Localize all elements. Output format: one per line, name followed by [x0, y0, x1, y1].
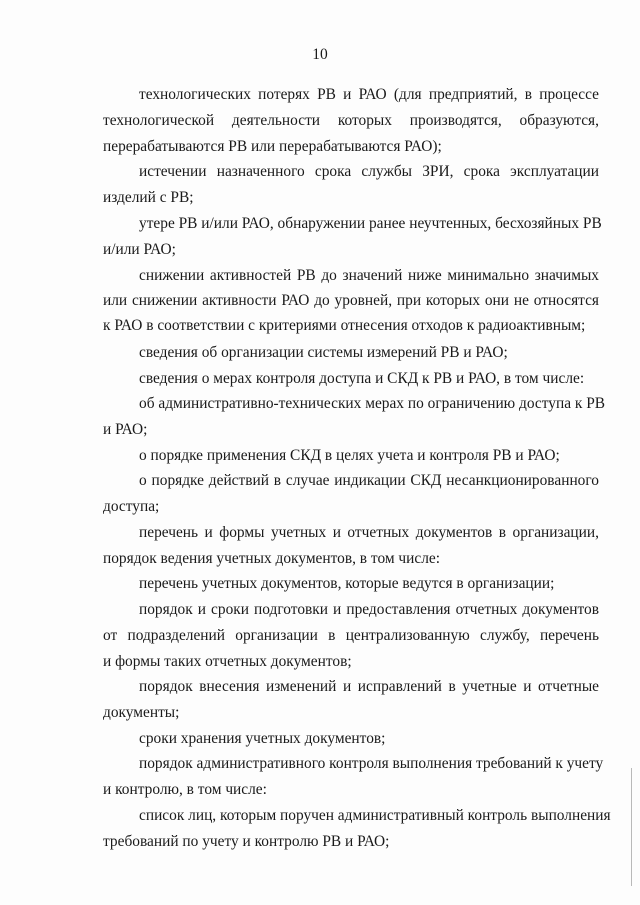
text-line: перечень и формы учетных и отчетных документов в организации, [139, 524, 599, 541]
text-line: технологической деятельности которых производятся, образуются, [103, 112, 599, 129]
text-line: снижении активностей РВ до значений ниже минимально значимых [139, 267, 599, 284]
text-line: список лиц, которым поручен административный контроль выполнения [139, 807, 611, 824]
text-line: изделий с РВ; [103, 189, 194, 206]
text-line: требований по учету и контролю РВ и РАО; [103, 833, 390, 850]
text-line: сведения об организации системы измерений РВ и РАО; [139, 344, 508, 361]
text-line: порядок внесения изменений и исправлений в учетные и отчетные [139, 678, 599, 695]
text-line: о порядке действий в случае индикации СКД несанкционированного [139, 472, 599, 489]
text-line: перечень учетных документов, которые ведутся в организации; [139, 575, 555, 592]
text-line: порядок и сроки подготовки и предоставления отчетных документов [139, 601, 599, 618]
text-line: перерабатываются РВ или перерабатываются РАО); [103, 138, 442, 155]
text-line: или снижении активности РАО до уровней, при которых они не относятся [103, 292, 599, 309]
text-line: технологических потерях РВ и РАО (для предприятий, в процессе [139, 86, 599, 103]
text-line: об административно-технических мерах по ограничению доступа к РВ [139, 395, 606, 412]
page-number: 10 [312, 46, 328, 63]
text-line: о порядке применения СКД в целях учета и контроля РВ и РАО; [139, 447, 560, 464]
text-line: порядок административного контроля выполнения требований к учету [139, 755, 604, 772]
text-line: и/или РАО; [103, 241, 176, 258]
text-line: и формы таких отчетных документов; [103, 653, 352, 670]
text-line: сведения о мерах контроля доступа и СКД к РВ и РАО, в том числе: [139, 370, 585, 387]
text-line: и контролю, в том числе: [103, 781, 267, 798]
text-line: от подразделений организации в централизованную службу, перечень [103, 627, 599, 644]
text-line: доступа; [103, 498, 160, 515]
text-line: сроки хранения учетных документов; [139, 730, 386, 747]
text-line: утере РВ и/или РАО, обнаружении ранее неучтенных, бесхозяйных РВ [139, 215, 602, 232]
text-line: к РАО в соответствии с критериями отнесения отходов к радиоактивным; [103, 317, 586, 334]
text-line: документы; [103, 704, 180, 721]
text-line: истечении назначенного срока службы ЗРИ, срока эксплуатации [139, 163, 599, 180]
scan-edge-mark [631, 768, 632, 886]
text-line: порядок ведения учетных документов, в том числе: [103, 550, 441, 567]
text-line: и РАО; [103, 421, 148, 438]
